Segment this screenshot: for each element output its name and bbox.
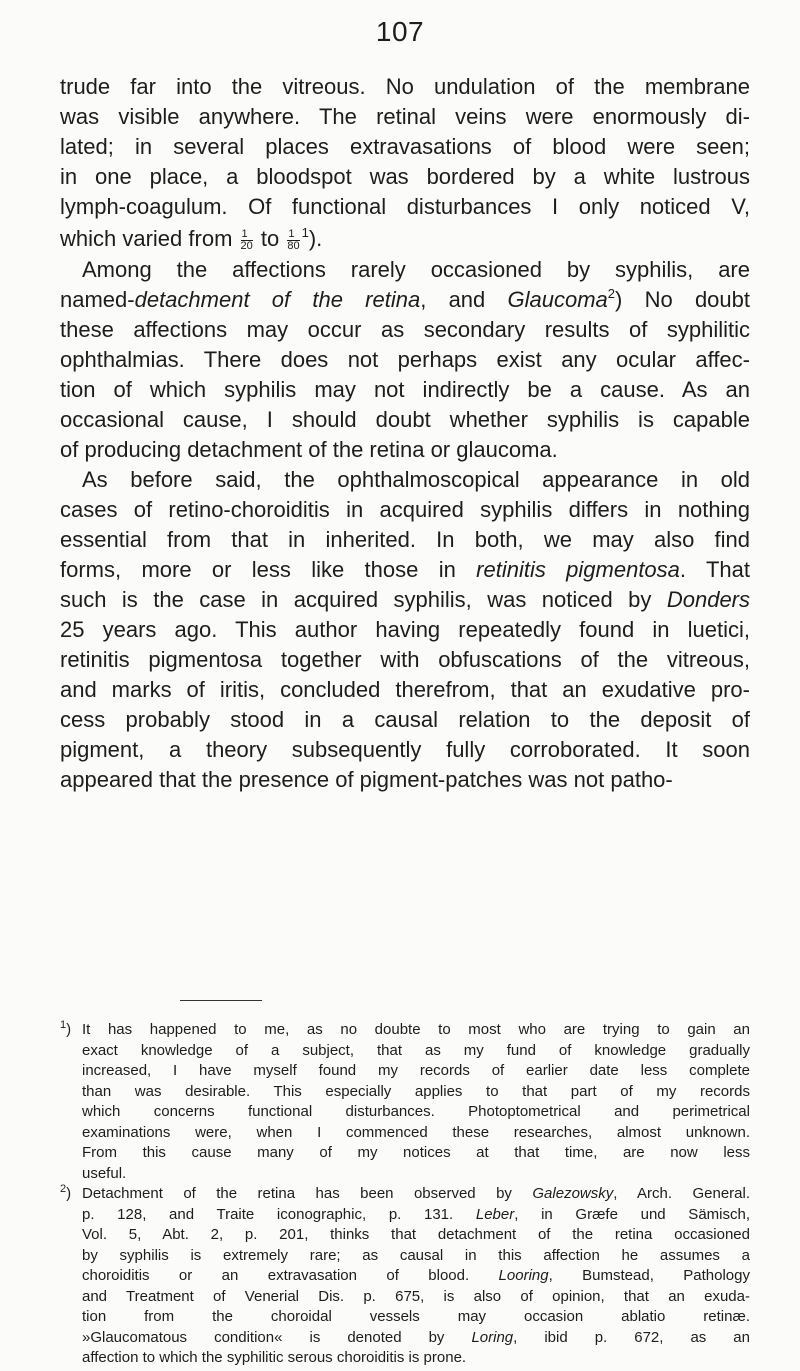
text-run: to [254,226,286,251]
text-run: As before said, the ophthalmoscopical appearance in old [82,467,750,492]
text-line [60,525,750,555]
text-run: which concerns functional disturbances. Photoptometrical and perimetrical [82,1103,750,1120]
text-line [60,555,750,585]
text-run: such is the case in acquired syphilis, was noticed by [60,587,667,612]
italic-text: Donders [666,587,750,612]
italic-text: Galezowsky [532,1185,614,1202]
text-line [60,285,750,315]
text-run: ophthalmias. There does not perhaps exist any ocular affec- [60,347,750,372]
footnote-line [60,1082,750,1103]
italic-text: retinitis pigmentosa [476,557,680,582]
text-run: forms, more or less like those in [60,557,477,582]
text-run: 25 years ago. This author having repeatedly found in luetici, [60,617,750,642]
text-run: From this cause many of my notices at that time, are now less [82,1144,750,1161]
footnote-line [60,1123,750,1144]
italic-text: detachment of the retina [134,287,421,312]
text-run: . That [679,557,750,582]
italic-text: Loring [471,1328,514,1346]
italic-text: Looring [498,1267,549,1284]
text-line [60,375,750,405]
text-line [60,585,750,615]
text-line [60,465,750,495]
fraction [241,229,253,252]
footnotes [60,1020,750,1369]
text-run: exact knowledge of a subject, that as my fund of knowledge gradually [82,1041,750,1059]
text-run: Vol. 5, Abt. 2, p. 201, thinks that detachment of the retina occasioned [82,1226,750,1243]
footnote-line [60,1041,750,1062]
text-run: examinations were, when I commenced these researches, almost unknown. [82,1123,750,1141]
text-line [60,675,750,705]
text-line [60,315,750,345]
text-run: in one place, a bloodspot was bordered by a white lustrous [60,164,750,189]
footnote-reference: 2 [607,286,616,301]
text-line [60,192,750,222]
text-run: pigment, a theory subsequently fully corroborated. It soon [60,737,750,762]
fraction-denominator: 80 [287,240,300,252]
text-run: than was desirable. This especially applies to that part of my records [82,1082,750,1100]
text-run: appeared that the presence of pigment-patches was not patho- [60,767,673,792]
text-line [60,345,750,375]
text-run: trude far into the vitreous. No undulation of the membrane [60,74,750,99]
footnote-line [60,1328,750,1349]
text-run: cases of retino-choroiditis in acquired syphilis differs in nothing [60,497,750,522]
footnote-line [60,1143,750,1164]
text-run: these affections may occur as secondary results of syphilitic [60,317,750,342]
footnote-line [60,1184,750,1205]
footnote-line [60,1307,750,1328]
fraction-denominator: 20 [240,240,253,252]
text-run: affection to which the syphilitic serous choroiditis is prone. [82,1349,467,1366]
text-run: which varied from [60,226,239,251]
text-run: , ibid p. 672, as an [513,1328,750,1346]
text-line [60,162,750,192]
text-line [60,255,750,285]
footnote-line [60,1348,750,1369]
text-run: choroiditis or an extravasation of blood. [82,1267,499,1284]
text-run: and marks of iritis, concluded therefrom, that an exudative pro- [60,677,750,702]
text-run: cess probably stood in a causal relation to the deposit of [60,707,750,732]
text-run: of producing detachment of the retina or glaucoma. [60,437,558,462]
text-run: useful. [82,1164,127,1182]
text-run: and Treatment of Venerial Dis. p. 675, is also of opinion, that an exuda- [82,1287,750,1305]
text-line [60,765,750,795]
footnote-line [60,1246,750,1267]
footnote-line [60,1102,750,1123]
text-line [60,735,750,765]
text-run: lymph-coagulum. Of functional disturbances I only noticed V, [60,194,750,219]
text-run: , Arch. General. [613,1185,751,1202]
text-run: increased, I have myself found my records of earlier date less complete [82,1062,750,1079]
text-line [60,405,750,435]
footnote-separator [180,1000,262,1001]
text-run: ) No doubt [615,287,750,312]
footnote-number: 1 [60,1019,67,1031]
footnote-number: 2 [60,1183,67,1195]
text-run: , Bumstead, Pathology [548,1267,750,1284]
text-run: occasional cause, I should doubt whether syphilis is capable [60,407,750,432]
text-run: ). [308,226,323,251]
text-line [60,705,750,735]
footnote-line [60,1020,750,1041]
text-run: tion of which syphilis may not indirectly be a cause. As an [60,377,750,402]
text-line [60,615,750,645]
text-run: by syphilis is extremely rare; as causal in this affection he assumes a [82,1246,750,1264]
text-run: , and [420,287,508,312]
text-run: Detachment of the retina has been observed by [82,1185,533,1202]
footnote-line [60,1225,750,1246]
fraction [287,229,299,252]
text-run: was visible anywhere. The retinal veins were enormously di- [60,104,750,129]
body-text [60,72,750,795]
footnote-reference: 1 [301,225,309,240]
page-number: 107 [375,16,425,47]
text-run: Among the affections rarely occasioned by syphilis, are [82,257,750,282]
footnote [60,1184,750,1369]
fraction-numerator: 1 [241,229,253,241]
text-line [60,435,750,465]
text-run: named- [60,287,135,312]
footnote-line [60,1266,750,1287]
text-run: »Glaucomatous condition« is denoted by [82,1328,472,1346]
text-line [60,132,750,162]
text-line [60,222,750,255]
text-run: It has happened to me, as no doubte to most who are trying to gain an [82,1021,750,1038]
text-line [60,102,750,132]
text-run: , in Græfe und Sämisch, [514,1205,750,1223]
text-run: lated; in several places extravasations of blood were seen; [60,134,750,159]
footnote-line [60,1164,750,1185]
text-run: tion from the choroidal vessels may occasion ablatio retinæ. [82,1308,750,1325]
footnote-marker: $^2$) [60,1183,72,1202]
text-line [60,645,750,675]
footnote-line [60,1287,750,1308]
text-run: retinitis pigmentosa together with obfuscations of the vitreous, [60,647,750,672]
italic-text: Glaucoma [507,287,608,312]
italic-text: Leber [475,1205,515,1223]
footnote [60,1020,750,1184]
footnote-line [60,1205,750,1226]
fraction-numerator: 1 [287,229,299,241]
text-line [60,72,750,102]
footnote-line [60,1061,750,1082]
footnote-marker: $^1$) [60,1019,72,1038]
text-line [60,495,750,525]
text-run: p. 128, and Traite iconographic, p. 131. [82,1205,476,1223]
text-run: essential from that in inherited. In both, we may also find [60,527,750,552]
